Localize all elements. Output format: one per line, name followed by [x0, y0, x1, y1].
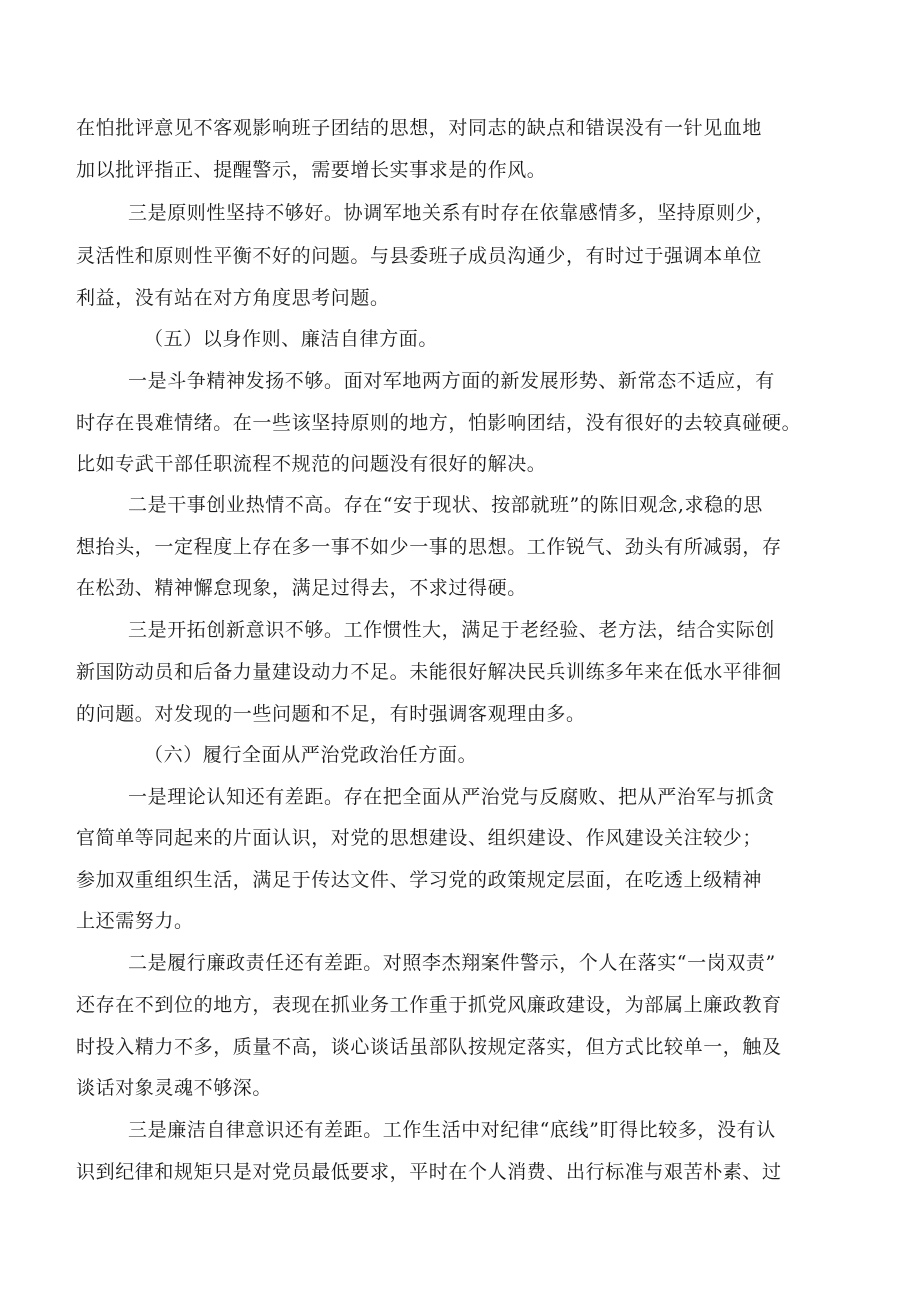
text-line: 一是理论认知还有差距。存在把全面从严治党与反腐败、把从严治军与抓贪 — [128, 786, 775, 808]
text-line: 官简单等同起来的片面认识，对党的思想建设、组织建设、作风建设关注较少； — [76, 827, 763, 849]
text-line: 三是开拓创新意识不够。工作惯性大，满足于老经验、老方法，结合实际创 — [128, 619, 775, 641]
text-line: 三是原则性坚持不够好。协调军地关系有时存在依靠感情多，坚持原则少， — [128, 202, 775, 224]
text-line: 参加双重组织生活，满足于传达文件、学习党的政策规定层面，在吃透上级精神 — [76, 869, 763, 891]
text-line: 时存在畏难情绪。在一些该坚持原则的地方，怕影响团结，没有很好的去较真碰硬。 — [76, 412, 802, 434]
text-line: 利益，没有站在对方角度思考问题。 — [76, 287, 390, 309]
text-line: 二是干事创业热情不高。存在“安于现状、按部就班”的陈旧观念,求稳的思 — [128, 494, 763, 516]
text-line: 加以批评指正、提醒警示，需要增长实事求是的作风。 — [76, 159, 547, 181]
text-line: 灵活性和原则性平衡不好的问题。与县委班子成员沟通少，有时过于强调本单位 — [76, 245, 763, 267]
text-line: 时投入精力不多，质量不高，谈心谈话虽部队按规定落实，但方式比较单一，触及 — [76, 1036, 782, 1058]
text-line: 在怕批评意见不客观影响班子团结的思想，对同志的缺点和错误没有一针见血地 — [76, 117, 763, 139]
text-line: 还存在不到位的地方，表现在抓业务工作重于抓党风廉政建设，为部属上廉政教育 — [76, 994, 782, 1016]
text-line: 谈话对象灵魂不够深。 — [76, 1077, 273, 1099]
text-line: 在松劲、精神懈怠现象，满足过得去，不求过得硬。 — [76, 577, 527, 599]
text-line: 一是斗争精神发扬不够。面对军地两方面的新发展形势、新常态不适应，有 — [128, 370, 775, 392]
text-line: 想抬头，一定程度上存在多一事不如少一事的思想。工作锐气、劲头有所减弱，存 — [76, 536, 782, 558]
text-line: 新国防动员和后备力量建设动力不足。未能很好解决民兵训练多年来在低水平徘徊 — [76, 661, 782, 683]
text-line: 上还需努力。 — [76, 910, 194, 932]
text-line: 二是履行廉政责任还有差距。对照李杰翔案件警示，个人在落实“一岗双责” — [128, 952, 776, 974]
section-heading: （六）履行全面从严治党政治任方面。 — [144, 744, 478, 766]
section-heading: （五）以身作则、廉洁自律方面。 — [144, 328, 439, 350]
text-line: 比如专武干部任职流程不规范的问题没有很好的解决。 — [76, 453, 547, 475]
text-line: 的问题。对发现的一些问题和不足，有时强调客观理由多。 — [76, 703, 586, 725]
text-line: 识到纪律和规矩只是对党员最低要求，平时在个人消费、出行标准与艰苦朴素、过 — [76, 1161, 782, 1183]
text-line: 三是廉洁自律意识还有差距。工作生活中对纪律“底线”盯得比较多，没有认 — [128, 1119, 776, 1141]
